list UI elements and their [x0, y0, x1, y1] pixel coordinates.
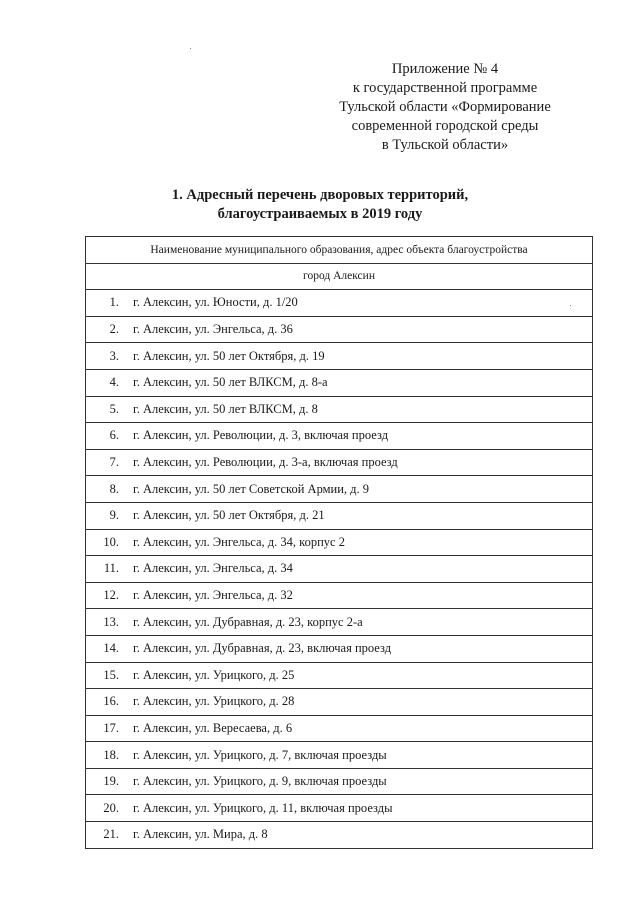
table-row	[86, 795, 593, 822]
table-row	[86, 662, 593, 689]
table-row	[86, 529, 593, 556]
table-row	[86, 768, 593, 795]
row-address: г. Алексин, ул. Урицкого, д. 11, включая проезды	[123, 795, 593, 822]
scan-speck	[190, 48, 191, 49]
table-row	[86, 476, 593, 503]
row-address: г. Алексин, ул. Энгельса, д. 34	[123, 556, 593, 583]
document-title	[80, 186, 560, 224]
row-address: г. Алексин, ул. Урицкого, д. 28	[123, 689, 593, 716]
row-number: 15.	[86, 662, 124, 689]
row-address: г. Алексин, ул. 50 лет Октября, д. 21	[123, 502, 593, 529]
table-row	[86, 369, 593, 396]
row-address: г. Алексин, ул. Энгельса, д. 32	[123, 582, 593, 609]
table-row	[86, 556, 593, 583]
table-row	[86, 635, 593, 662]
table-header-cell: Наименование муниципального образования, адрес объекта благоустройства	[86, 237, 593, 264]
row-number: 2.	[86, 316, 124, 343]
table-row	[86, 609, 593, 636]
row-number: 11.	[86, 556, 124, 583]
appendix-line: к государственной программе	[352, 80, 538, 96]
appendix-line: в Тульской области»	[381, 137, 509, 153]
row-number: 4.	[86, 369, 124, 396]
row-address: г. Алексин, ул. Мира, д. 8	[123, 822, 593, 849]
row-number: 1.	[86, 290, 124, 317]
row-number: 9.	[86, 502, 124, 529]
appendix-line: современной городской среды	[351, 118, 539, 134]
row-number: 21.	[86, 822, 124, 849]
row-number: 3.	[86, 343, 124, 370]
row-number: 16.	[86, 689, 124, 716]
row-number: 19.	[86, 768, 124, 795]
table-row	[86, 316, 593, 343]
row-address: г. Алексин, ул. Дубравная, д. 23, корпус 2-а	[123, 609, 593, 636]
appendix-number: Приложение № 4	[391, 61, 499, 77]
table-row	[86, 290, 593, 317]
title-line: 1. Адресный перечень дворовых территорий,	[171, 187, 469, 203]
title-line: благоустраиваемых в 2019 году	[217, 206, 423, 222]
row-address: г. Алексин, ул. 50 лет Октября, д. 19	[123, 343, 593, 370]
row-number: 13.	[86, 609, 124, 636]
row-address: г. Алексин, ул. Урицкого, д. 9, включая проезды	[123, 768, 593, 795]
row-number: 5.	[86, 396, 124, 423]
row-address: г. Алексин, ул. Энгельса, д. 36	[123, 316, 593, 343]
table-row	[86, 715, 593, 742]
row-address: г. Алексин, ул. Революции, д. 3, включая проезд	[123, 423, 593, 450]
table-row	[86, 742, 593, 769]
row-number: 12.	[86, 582, 124, 609]
table-row	[86, 689, 593, 716]
table-row	[86, 343, 593, 370]
row-number: 8.	[86, 476, 124, 503]
row-address: г. Алексин, ул. Урицкого, д. 25	[123, 662, 593, 689]
scan-speck	[570, 305, 571, 306]
row-number: 17.	[86, 715, 124, 742]
row-address: г. Алексин, ул. Дубравная, д. 23, включая проезд	[123, 635, 593, 662]
row-number: 7.	[86, 449, 124, 476]
row-address: г. Алексин, ул. Энгельса, д. 34, корпус 2	[123, 529, 593, 556]
address-register-table	[85, 236, 593, 849]
row-address: г. Алексин, ул. 50 лет Советской Армии, д. 9	[123, 476, 593, 503]
row-number: 10.	[86, 529, 124, 556]
row-number: 20.	[86, 795, 124, 822]
row-number: 6.	[86, 423, 124, 450]
row-address: г. Алексин, ул. Революции, д. 3-а, включая проезд	[123, 449, 593, 476]
table-row	[86, 582, 593, 609]
row-address: г. Алексин, ул. Урицкого, д. 7, включая проезды	[123, 742, 593, 769]
table-row	[86, 449, 593, 476]
table-row	[86, 822, 593, 849]
appendix-block	[300, 60, 590, 155]
appendix-line: Тульской области «Формирование	[339, 99, 551, 115]
table-header-row	[86, 237, 593, 264]
table-row	[86, 423, 593, 450]
row-address: г. Алексин, ул. 50 лет ВЛКСМ, д. 8	[123, 396, 593, 423]
table-row	[86, 396, 593, 423]
table-city-row	[86, 263, 593, 290]
row-address: г. Алексин, ул. Вересаева, д. 6	[123, 715, 593, 742]
table-row	[86, 502, 593, 529]
row-number: 18.	[86, 742, 124, 769]
city-name-cell: город Алексин	[86, 263, 593, 290]
row-address: г. Алексин, ул. 50 лет ВЛКСМ, д. 8-а	[123, 369, 593, 396]
row-number: 14.	[86, 635, 124, 662]
row-address: г. Алексин, ул. Юности, д. 1/20	[123, 290, 593, 317]
